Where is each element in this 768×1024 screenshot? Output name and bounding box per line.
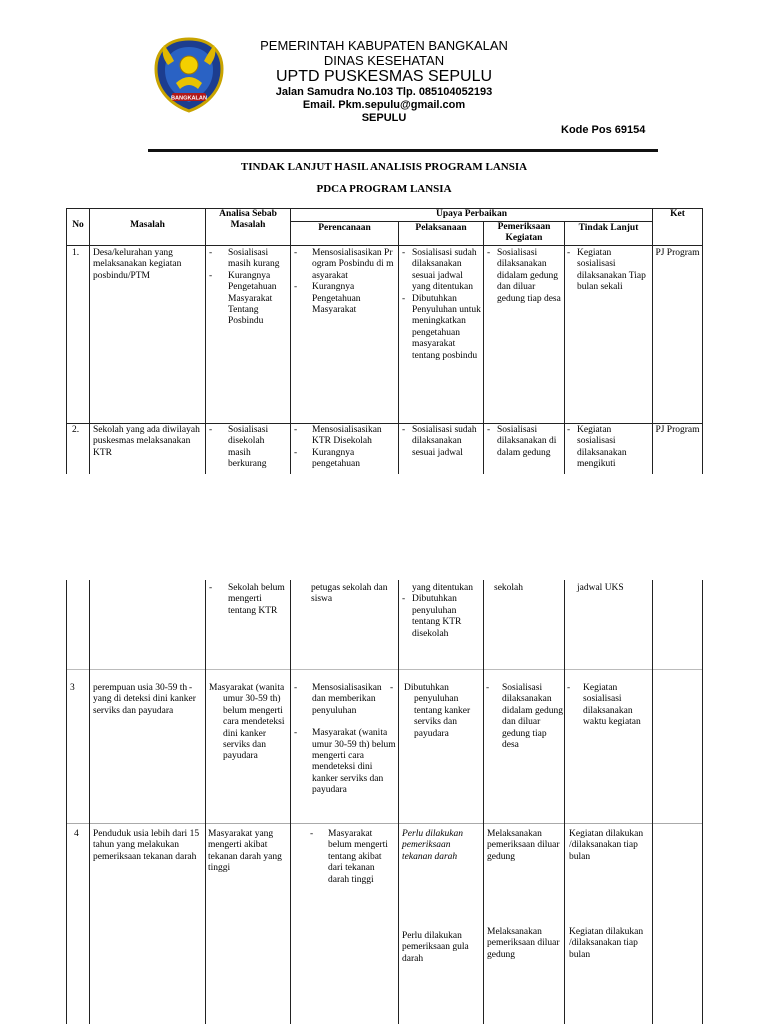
document-subtitle: PDCA PROGRAM LANSIA [316,183,452,195]
row4-pelaksanaan-a: Perlu dilakukan pemeriksaan tekanan darah [402,829,463,862]
list-item: - Sosialisasi sudah dilaksanakan sesuai jadwal yang ditentukan [402,248,482,294]
row4-pemeriksaan-b: Melaksanakan pemeriksaan diluar gedung [487,927,560,960]
table-border [205,580,206,1024]
row1-pelaksanaan [402,248,482,362]
logo-text: BANGKALAN [170,95,208,102]
row2-pelaksanaan [402,425,482,459]
row2-pemeriksaan-cont: sekolah [494,583,524,593]
list-item: - Kurangnya Pengetahuan Masyarakat Tentang Posbindu [209,271,289,328]
row4-tindak-a: Kegiatan dilakukan /dilaksanakan tiap bulan [569,829,644,862]
row4-pelaksanaan-b: Perlu dilakukan pemeriksaan gula darah [402,931,469,964]
list-item: - Kurangnya Pengetahuan Masyarakat [294,282,396,316]
row2-pelaksanaan-cont [402,583,482,640]
list-item: - Kegiatan sosialisasi dilaksanakan mengikuti [567,425,651,471]
row4-masalah: Penduduk usia lebih dari 15 tahun yang melakukan pemeriksaan tekanan darah [93,829,200,862]
row1-ket: PJ Program [655,248,700,258]
letterhead [0,0,768,160]
list-item: - Masyarakat (wanita umur 30-59 th) belum mengerti cara mendeteksi dini kanker serviks dan payudara [294,728,396,796]
list-item: - Mensosialisasikan KTR Disekolah [294,425,397,448]
row3-perencanaan [294,683,396,797]
letterhead-rule [148,149,658,152]
header-analisa: Analisa Sebab Masalah [219,209,277,231]
row2-pemeriksaan [487,425,563,459]
table-border [564,580,565,1024]
table-border [66,580,67,1024]
list-item: - Dibutuhkan penyuluhan tentang kanker serviks dan payudara [400,683,482,740]
row2-analisa [209,425,289,471]
list-item: - Dibutuhkan penyuluhan tentang KTR disekolah [402,594,482,640]
row1-analisa [209,248,289,328]
list-item: - Mensosialisasikan dan memberikan penyuluhan [294,683,396,717]
list-item: - Sekolah belum mengerti tentang KTR [209,583,289,617]
list-item: - Sosialisasi dilaksanakan di dalam gedung [487,425,563,459]
list-item: - Kegiatan sosialisasi dilaksanakan waktu kegiatan [567,683,651,729]
table-border [483,580,484,1024]
kop-institution: UPTD PUSKESMAS SEPULU [275,68,493,85]
row4-tindak-b: Kegiatan dilakukan /dilaksanakan tiap bulan [569,927,644,960]
list-item: - Sosialisasi dilaksanakan didalam gedung dan diluar gedung tiap desa [487,248,563,305]
list-item: - Kurangnya pengetahuan [294,448,397,471]
kop-postal-code: Kode Pos 69154 [561,124,646,136]
table-border [66,245,702,246]
list-item: - Sosialisasi dilaksanakan didalam gedung dan diluar gedung tiap desa [486,683,563,751]
row4-no: 4 [74,829,79,839]
kop-department: DINAS KESEHATAN [323,53,445,68]
kop-email: Email. Pkm.sepulu@gmail.com [302,99,466,111]
row2-analisa-cont [209,583,289,617]
header-no: No [72,220,84,230]
list-item: - Masyarakat belum mengerti tentang akibat dari tekanan darah tinggi [310,829,396,886]
row2-tindak-cont: jadwal UKS [577,583,624,593]
list-item: - Sosialisasi disekolah masih berkurang [209,425,289,471]
row1-tindak-lanjut [567,248,651,294]
row3-masalah: perempuan usia 30-59 th yang di deteksi dini kanker serviks dan payudara [93,683,196,716]
document-title: TINDAK LANJUT HASIL ANALISIS PROGRAM LANSIA [240,161,528,173]
table-border [89,580,90,1024]
row2-tindak-lanjut [567,425,651,471]
table-border [66,823,702,824]
row3-no: 3 [70,683,75,693]
continued-text: yang ditentukan [412,583,473,593]
table-border [290,580,291,1024]
table-border [290,221,652,222]
list-item: - Kegiatan sosialisasi dilaksanakan Tiap bulan sekali [567,248,651,294]
row1-masalah: Desa/kelurahan yang melaksanakan kegiatan posbindu/PTM [93,248,182,281]
row1-pemeriksaan [487,248,563,305]
row3-tindak-lanjut [567,683,651,729]
header-perencanaan: Perencanaan [318,223,371,233]
header-tindak-lanjut: Tindak Lanjut [578,223,639,233]
row4-pemeriksaan-a: Melaksanakan pemeriksaan diluar gedung [487,829,560,862]
row4-perencanaan [310,829,396,886]
header-pemeriksaan: Pemeriksaan Kegiatan [497,222,551,244]
table-border [652,580,653,1024]
kop-city: SEPULU [361,112,407,124]
list-item: - Sosialisasi sudah dilaksanakan sesuai jadwal [402,425,482,459]
row1-no: 1. [72,248,80,258]
row4-analisa: Masyarakat yang mengerti akibat tekanan darah yang tinggi [208,829,282,874]
header-upaya: Upaya Perbaikan [436,209,507,219]
table-border [702,580,703,1024]
list-item: - Dibutuhkan Penyuluhan untuk meningkatkan pengetahuan masyarakat tentang posbindu [402,294,482,362]
kop-address: Jalan Samudra No.103 Tlp. 085104052193 [275,86,493,98]
header-masalah: Masalah [130,220,165,230]
row2-no: 2. [72,425,80,435]
table-border [66,669,702,670]
row1-perencanaan [294,248,396,316]
row2-masalah: Sekolah yang ada diwilayah puskesmas melaksanakan KTR [93,425,200,458]
header-pelaksanaan: Pelaksanaan [415,223,467,233]
list-item: - Mensosialisasikan Program Posbindu di masyarakat [294,248,396,282]
table-border [398,580,399,1024]
row2-perencanaan [294,425,397,471]
row3-analisa [203,683,289,763]
list-item: - Sosialisasi masih kurang [209,248,289,271]
header-ket: Ket [670,209,685,219]
list-item: - Masyarakat (wanita umur 30-59 th) belum mengerti cara mendeteksi dini kanker serviks dan payudara [203,683,289,763]
row3-pelaksanaan [400,683,482,740]
row2-ket: PJ Program [655,425,700,435]
kop-government: PEMERINTAH KABUPATEN BANGKALAN [260,38,508,53]
row2-clip [66,424,703,474]
row3-pemeriksaan [486,683,563,751]
row2-perencanaan-cont: petugas sekolah dan siswa [311,583,388,605]
